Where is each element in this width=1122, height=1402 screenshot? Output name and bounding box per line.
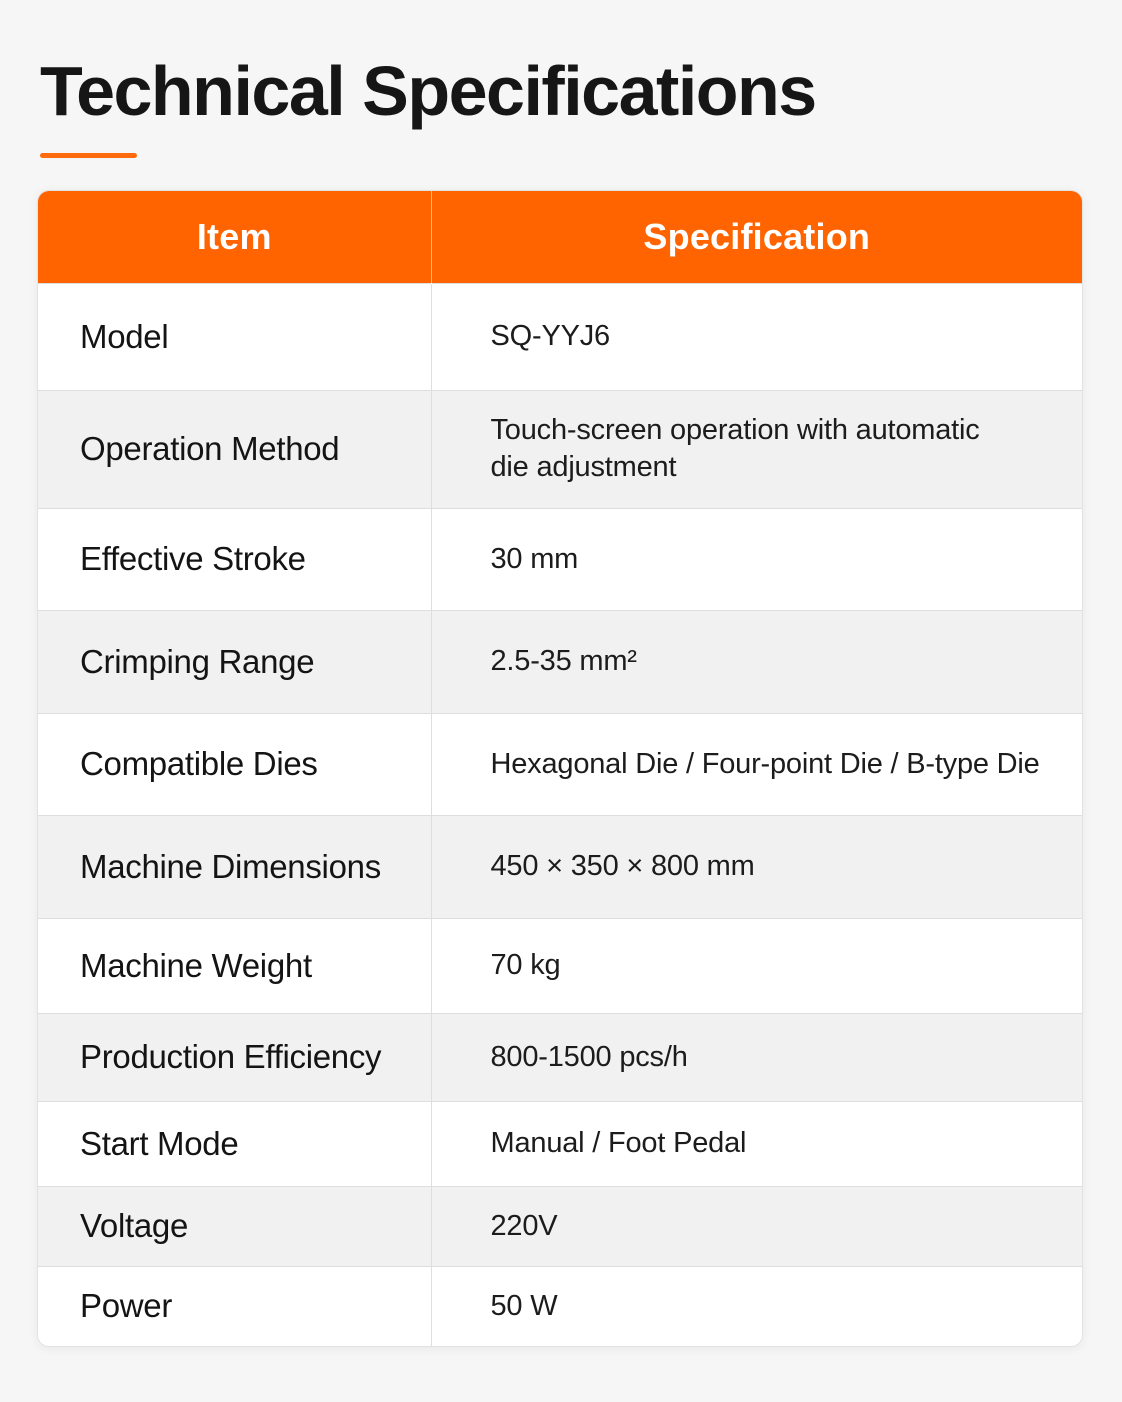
row-item-label: Machine Dimensions xyxy=(38,815,431,918)
row-spec-value: Hexagonal Die / Four-point Die / B-type Die xyxy=(490,747,1040,780)
column-header-item: Item xyxy=(38,191,431,283)
table-row xyxy=(38,1013,1082,1101)
row-spec-value: 50 W xyxy=(490,1289,558,1322)
row-spec-value: 2.5-35 mm² xyxy=(490,645,637,677)
row-item-label: Effective Stroke xyxy=(38,508,431,610)
table-row xyxy=(38,390,1082,508)
table-row xyxy=(38,815,1082,918)
spec-table-card xyxy=(37,190,1083,1347)
spec-table xyxy=(38,191,1082,1346)
title-accent-underline xyxy=(40,153,137,158)
table-row xyxy=(38,283,1082,390)
row-spec-value: 450 × 350 × 800 mm xyxy=(490,850,755,882)
table-row xyxy=(38,713,1082,815)
row-spec-value-line: Touch-screen operation with automatic xyxy=(490,414,980,446)
row-spec-value: Manual / Foot Pedal xyxy=(490,1127,747,1159)
column-header-specification: Specification xyxy=(643,215,871,257)
row-spec-value: 70 kg xyxy=(490,949,561,981)
table-row xyxy=(38,918,1082,1013)
row-item-label: Voltage xyxy=(38,1186,431,1266)
row-spec-value: 220V xyxy=(490,1209,558,1242)
page-title: Technical Specifications xyxy=(40,52,816,130)
row-spec-value: SQ-YYJ6 xyxy=(490,320,610,352)
table-row xyxy=(38,1186,1082,1266)
table-header-row xyxy=(38,191,1082,283)
row-spec-value xyxy=(431,390,1082,508)
row-item-label: Crimping Range xyxy=(38,610,431,713)
row-item-label: Operation Method xyxy=(38,390,431,508)
table-row xyxy=(38,508,1082,610)
table-row xyxy=(38,610,1082,713)
row-item-label: Power xyxy=(38,1266,431,1346)
row-spec-value: 30 mm xyxy=(490,542,579,575)
row-spec-value-line: die adjustment xyxy=(490,451,677,483)
row-spec-value: 800-1500 pcs/h xyxy=(490,1040,688,1073)
row-item-label: Start Mode xyxy=(38,1101,431,1186)
row-item-label: Production Efficiency xyxy=(38,1013,431,1101)
row-item-label: Model xyxy=(38,283,431,390)
table-row xyxy=(38,1101,1082,1186)
row-item-label: Machine Weight xyxy=(38,918,431,1013)
row-item-label: Compatible Dies xyxy=(38,713,431,815)
table-row xyxy=(38,1266,1082,1346)
